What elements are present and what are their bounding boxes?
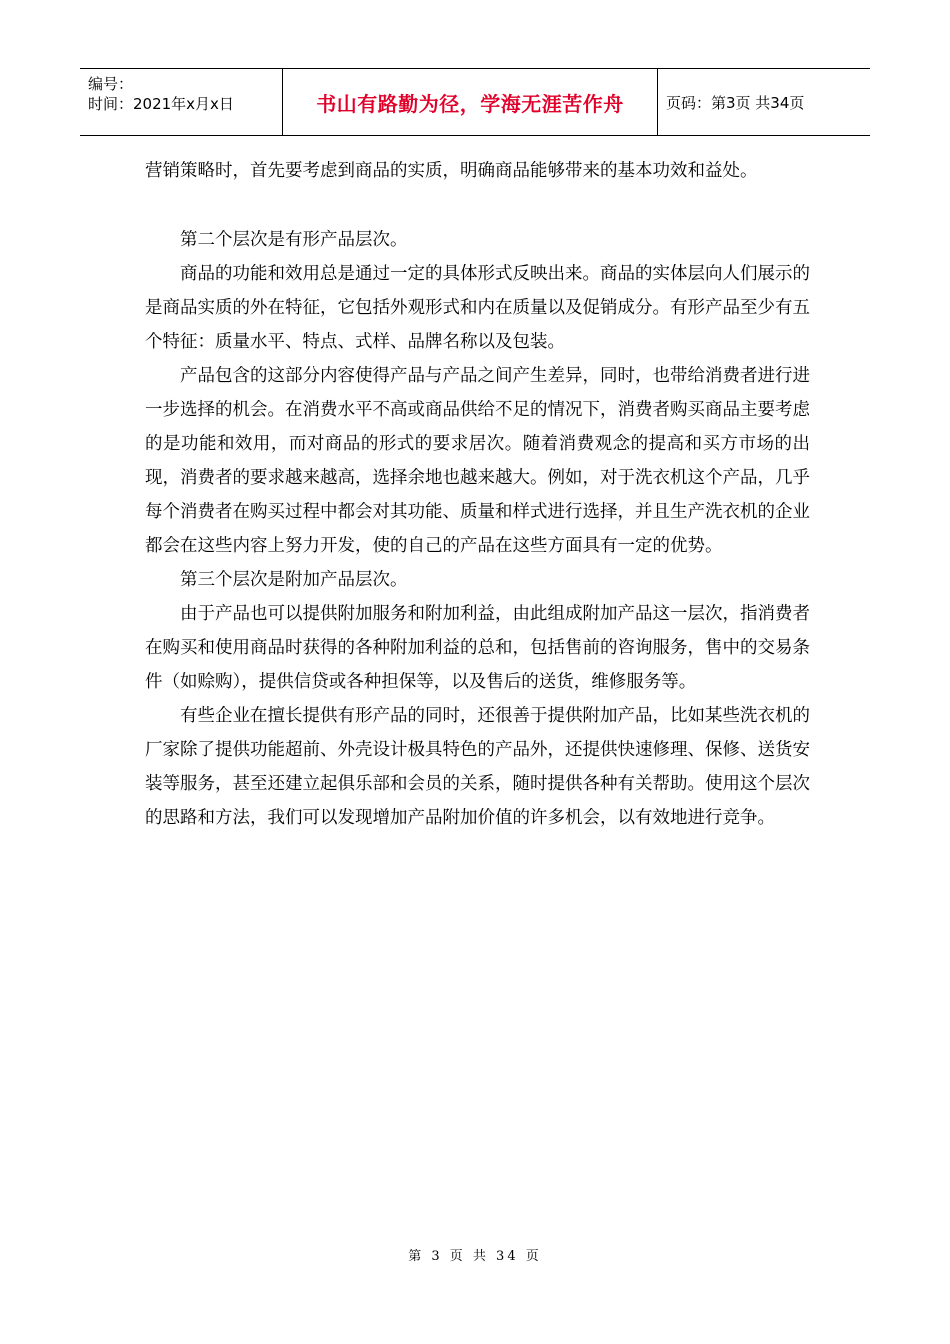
header-page-info: 页码：第3页 共34页 [666,93,805,112]
paragraph: 由于产品也可以提供附加服务和附加利益，由此组成附加产品这一层次，指消费者在购买和使用商品时获得的各种附加利益的总和，包括售前的咨询服务，售中的交易条件（如赊购），提供信贷或各种担保等，以及售后的送货，维修服务等。 [145,604,810,692]
header-meta [80,69,282,135]
section-heading-augmented-product: 第三个层次是附加产品层次。 [180,570,408,590]
paragraph: 产品包含的这部分内容使得产品与产品之间产生差异，同时，也带给消费者进行进一步选择的机会。在消费水平不高或商品供给不足的情况下，消费者购买商品主要考虑的是功能和效用，而对商品的形式的要求居次。随着消费观念的提高和买方市场的出现，消费者的要求越来越高，选择余地也越来越大。例如，对于洗衣机这个产品，几乎每个消费者在购买过程中都会对其功能、质量和样式进行选择，并且生产洗衣机的企业都会在这些内容上努力开发，使的自己的产品在这些方面具有一定的优势。 [145,366,810,556]
paragraph: 商品的功能和效用总是通过一定的具体形式反映出来。商品的实体层向人们展示的是商品实质的外在特征，它包括外观形式和内在质量以及促销成分。有形产品至少有五个特征：质量水平、特点、式样、品牌名称以及包装。 [145,264,810,352]
page-header [80,68,870,136]
paragraph-continuation: 营销策略时，首先要考虑到商品的实质，明确商品能够带来的基本功效和益处。 [145,161,758,181]
document-number-label: 编号： [88,75,134,93]
section-heading-tangible-product: 第二个层次是有形产品层次。 [180,230,408,250]
document-body [145,154,810,835]
paragraph: 有些企业在擅长提供有形产品的同时，还很善于提供附加产品，比如某些洗衣机的厂家除了提供功能超前、外壳设计极具特色的产品外，还提供快速修理、保修、送货安装等服务，甚至还建立起俱乐部和会员的关系，随时提供各种有关帮助。使用这个层次的思路和方法，我们可以发现增加产品附加价值的许多机会，以有效地进行竞争。 [145,706,810,828]
document-date-label: 时间：2021年x月x日 [88,95,234,113]
header-motto: 书山有路勤为径，学海无涯苦作舟 [282,69,658,135]
page-footer: 第 3 页 共 34 页 [408,1249,542,1264]
